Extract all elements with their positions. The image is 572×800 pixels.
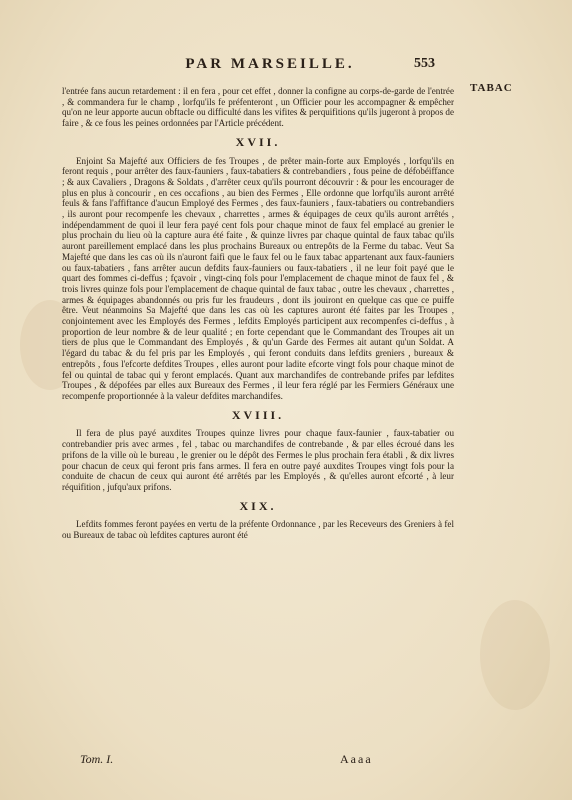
section-paragraph: Lefdits fommes feront payées en vertu de la préfente Ordonnance , par les Receveurs des Greniers à fel ou Bureaux de tabac où lefdites captures auront été xyxy=(62,519,454,541)
section-heading: XIX. xyxy=(239,498,277,513)
paper-stain xyxy=(480,600,550,710)
volume-label: Tom. I. xyxy=(80,752,114,766)
section-heading: XVII. xyxy=(235,134,281,149)
document-body xyxy=(62,86,454,541)
intro-paragraph: l'entrée fans aucun retardement : il en fera , pour cet effet , donner la configne au corps-de-garde de l'entrée , & commandera fur le champ , lorfqu'ils fe préfenteront , un Officier pour les accompagner & empêcher qu'on ne leur apporte aucun obftacle ou difficulté dans les vifites & perquifitions qu'ils jugeront à propos de faire , & ce fous les peines ordonnées par l'Article précédent. xyxy=(62,86,454,129)
page-number: 553 xyxy=(414,56,435,71)
section-heading: XVIII. xyxy=(231,407,285,422)
margin-catchword: TABAC xyxy=(470,82,513,94)
section-paragraph: Il fera de plus payé auxdites Troupes quinze livres pour chaque faux-faunier , faux-tabatier ou contrebandier pris avec armes , fel , tabac ou marchandifes de contrebande , & par elles écroué dans les prifons de la ville où le bureau , le grenier ou le dépôt des Fermes le plus prochain fera établi , & dix livres pour chacun de ceux qui feront pris fans armes. Il fera en outre payé auxdites Troupes vingt fols pour la conduite de chacun de ceux qui auront été arrêtés par les Employés , & qu'elles auront efcorté , à leur réquifition , jufqu'aux prifons. xyxy=(62,428,454,492)
running-title: PAR MARSEILLE. xyxy=(185,56,355,72)
signature-mark: Aaaa xyxy=(340,752,373,766)
section-paragraph: Enjoint Sa Majefté aux Officiers de fes Troupes , de prêter main-forte aux Employés , lorfqu'ils en feront requis , pour arrêter des faux-fauniers , faux-tabatiers & contrebandiers , fous peine de défobéiffance ; & aux Cavaliers , Dragons & Soldats , d'arrêter ceux qu'ils pourront découvrir : & pour les encourager de plus en plus à concourir , en ces occafions , au bien des Fermes , Elle ordonne que lorfqu'ils auront arrêté feuls & fans l'affiftance d'aucun Employé des Fermes , des faux-fauniers , faux-tabatiers ou contrebandiers , ils auront pour recompenfe les chevaux , charrettes , armes & équipages de ceux qu'ils auront arrêtés , indépendamment de quoi il leur fera payé cent fols pour chaque minot de faux fel emplacé au grenier le plus prochain du lieu où la capture aura été faite , & quinze livres par chaque quintal de faux tabac qu'ils auront pareillement emplacé dans les plus prochains Bureaux ou entrepôts de la Ferme du tabac. Veut Sa Majefté que dans les cas où ils n'auront faifi que le faux fel ou le faux tabac appartenant aux faux-fauniers ou faux-tabatiers , fans arrêter aucun defdits faux-fauniers ou faux-tabatiers , il ne leur foit payé que le quart des fommes ci-deffus ; fçavoir , vingt-cinq fols pour l'emplacement de chaque minot de faux fel , & trois livres quinze fols pour l'emplacement de chaque quintal de faux tabac , outre les chevaux , charrettes , armes & équipages abandonnés ou pris fur les fraudeurs , dont ils jouiront en quelque cas que ce puiffe être. Veut néanmoins Sa Majefté que dans les cas où les captures auront été faites par les Troupes , conjointement avec les Employés des Fermes , lefdits Employés participent aux recompenfes ci-deffus , à proportion de leur nombre & de leur qualité ; en forte cependant que le Commandant des Troupes ait un tiers de plus que le Commandant des Employés , & qu'un Garde des Fermes ait autant qu'un Soldat. A l'égard du tabac & du fel pris par les Employés , qui feront conduits dans lefdits greniers , bureaux & entrepôts , fous l'efcorte defdites Troupes , elles auront pour ladite efcorte vingt fols pour chaque minot de fel ou quintal de tabac qui y feront emplacés. Quant aux marchandifes de contrebande prifes par lefdites Troupes , & dépofées par elles aux Bureaux des Fermes , il leur fera réglé par les Fermiers Généraux une recompenfe proportionnée à la valeur defdites marchandifes. xyxy=(62,155,454,401)
